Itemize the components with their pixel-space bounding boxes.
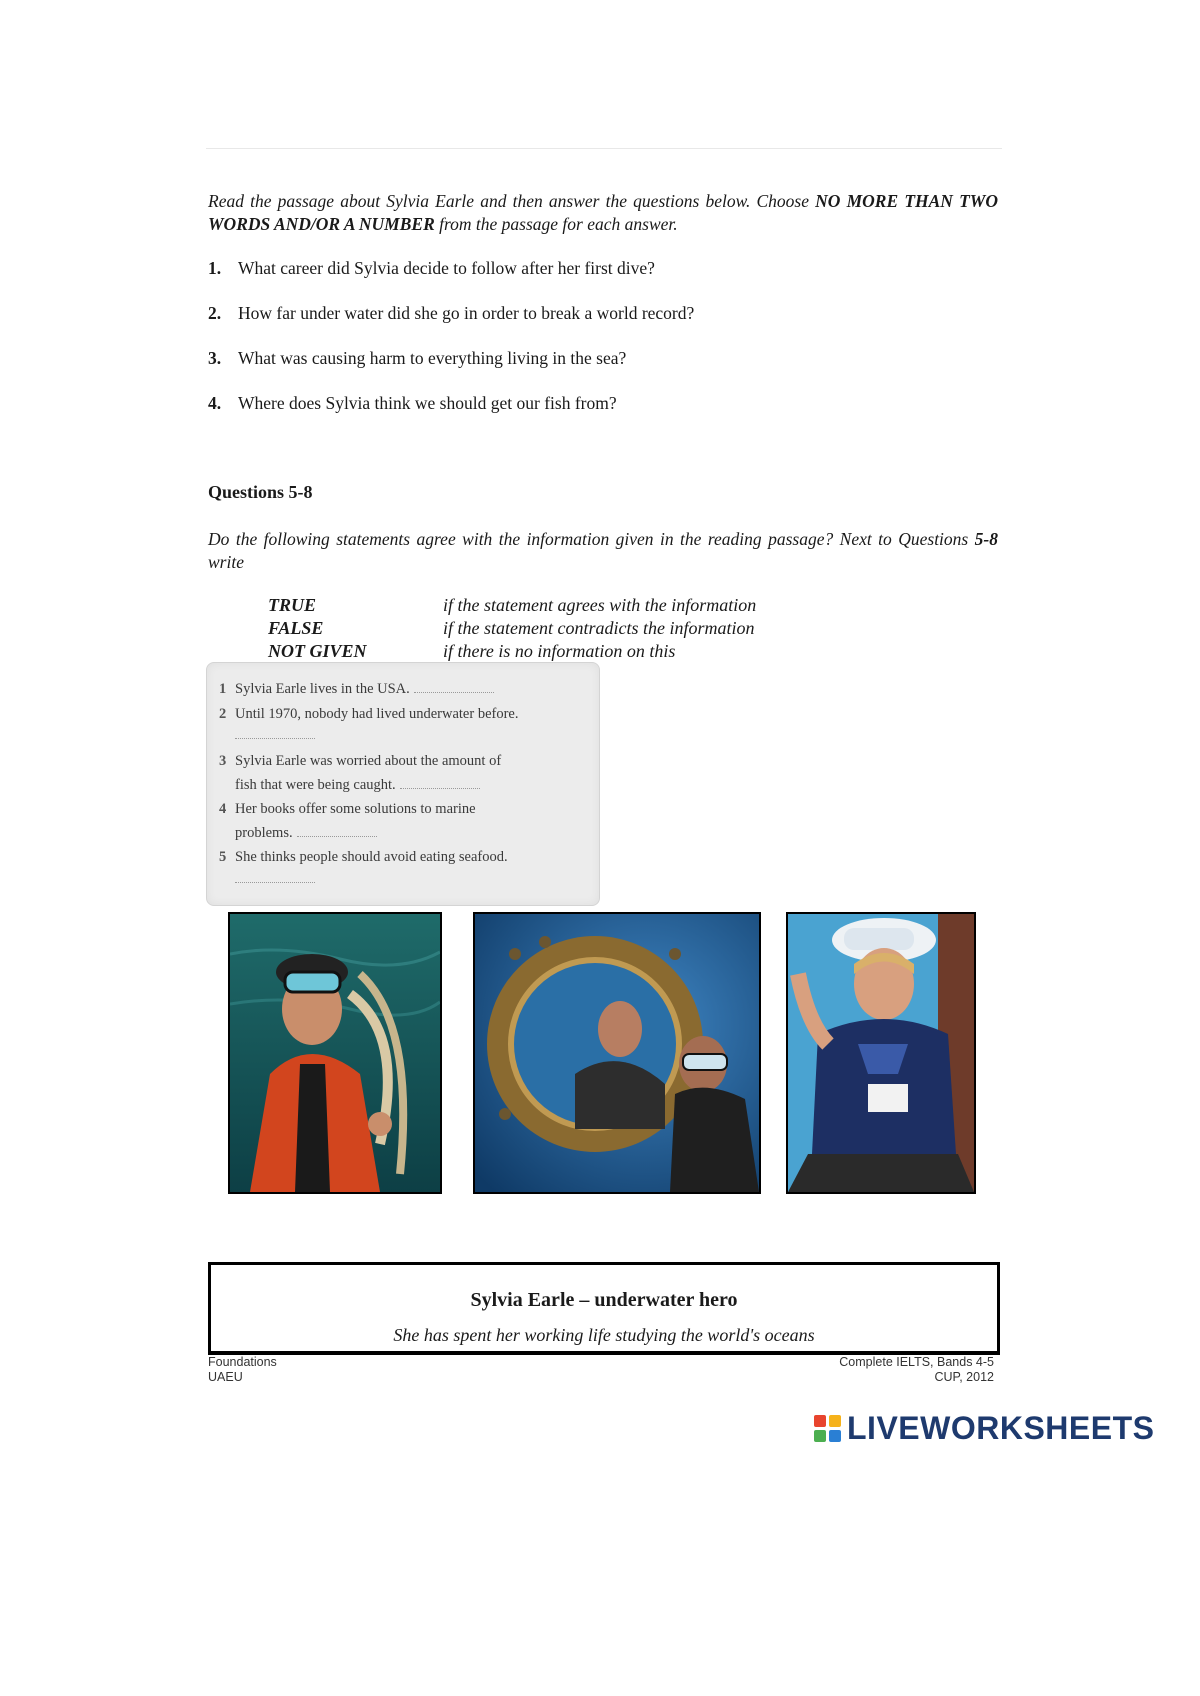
statement-4-cont: problems. (235, 825, 377, 842)
key-not-given-desc: if there is no information on this (443, 641, 676, 661)
photo-submersible-window (473, 912, 761, 1194)
statement-1: 1 Sylvia Earle lives in the USA. (235, 681, 494, 698)
statement-5-blank-line (235, 871, 315, 888)
passage-title-box (208, 1262, 1000, 1355)
passage-subtitle: She has spent her working life studying the world's oceans (393, 1325, 815, 1345)
statement-4: 4 Her books offer some solutions to marine (219, 801, 476, 817)
key-false: FALSE (268, 618, 324, 638)
answer-blank[interactable] (414, 682, 494, 693)
footer-right: Complete IELTS, Bands 4-5 CUP, 2012 (839, 1355, 994, 1384)
question-1: 1. What career did Sylvia decide to follow after her first dive? (208, 258, 655, 278)
answer-blank[interactable] (235, 728, 315, 739)
statement-2-blank-line (235, 727, 315, 744)
instructions-part-2: Do the following statements agree with the information given in the reading passage? Next to Questions 5-8 write (208, 529, 998, 572)
answer-blank[interactable] (400, 778, 480, 789)
statements-box (206, 662, 600, 906)
key-not-given: NOT GIVEN (268, 641, 367, 661)
photo-diver-portrait (228, 912, 442, 1194)
footer-left: Foundations UAEU (208, 1355, 277, 1384)
key-true: TRUE (268, 595, 317, 615)
liveworksheets-logo (814, 1410, 1154, 1447)
statement-5: 5 She thinks people should avoid eating seafood. (219, 849, 508, 865)
question-4: 4. Where does Sylvia think we should get our fish from? (208, 393, 617, 413)
section-heading: Questions 5-8 (208, 482, 313, 502)
answer-blank[interactable] (235, 872, 315, 883)
question-2: 2. How far under water did she go in order to break a world record? (208, 303, 695, 323)
passage-title: Sylvia Earle – underwater hero (470, 1289, 738, 1311)
brand-name: LIVEWORKSHEETS (847, 1410, 1155, 1446)
statement-3: 3 Sylvia Earle was worried about the amount of (219, 753, 502, 769)
logo-grid-icon (814, 1415, 841, 1442)
top-rule (206, 148, 1002, 149)
key-true-desc: if the statement agrees with the information (443, 595, 757, 615)
statement-3-cont: fish that were being caught. (235, 777, 480, 794)
answer-blank[interactable] (297, 826, 377, 837)
instructions-part-1: Read the passage about Sylvia Earle and then answer the questions below. Choose NO MORE THAN TWO WORDS AND/OR A NUMBER from the passage for each answer. (208, 191, 998, 234)
statement-2: 2 Until 1970, nobody had lived underwater before. (219, 706, 519, 722)
question-3: 3. What was causing harm to everything living in the sea? (208, 348, 627, 368)
photo-sylvia-earle-smiling (786, 912, 976, 1194)
key-false-desc: if the statement contradicts the information (443, 618, 755, 638)
